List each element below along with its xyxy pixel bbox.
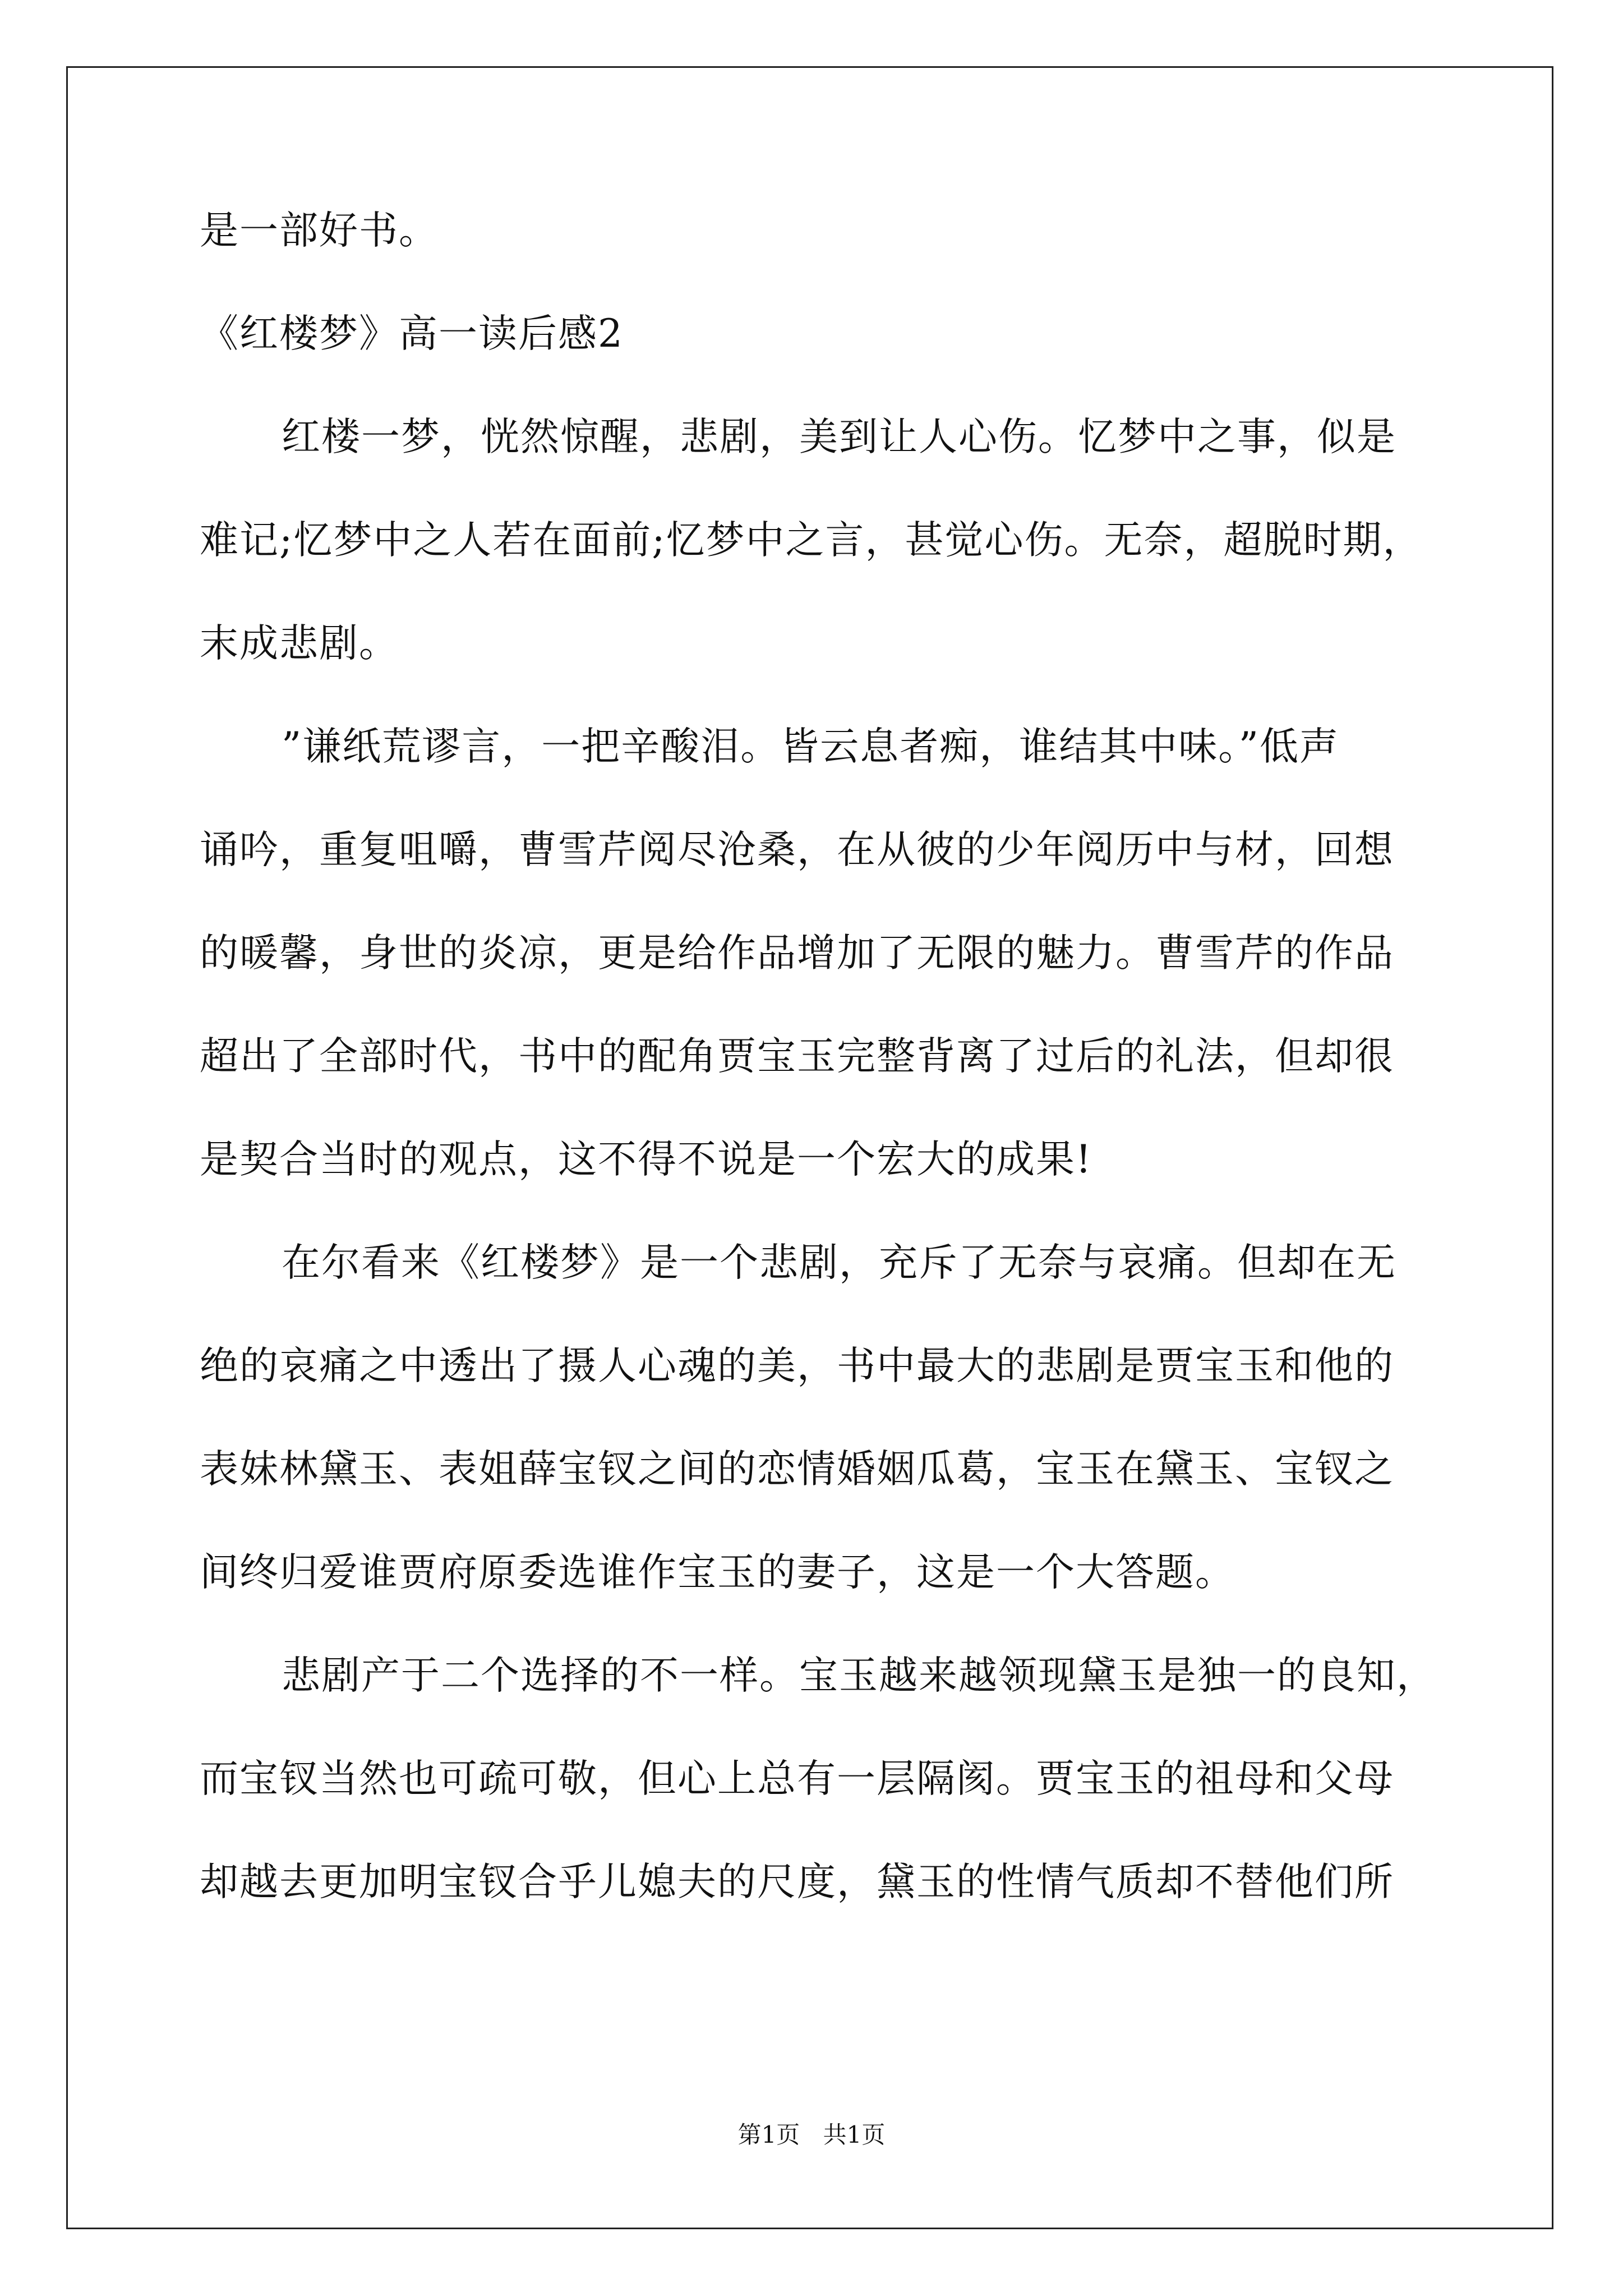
text-line: 超出了全部时代，书中的配角贾宝玉完整背离了过后的礼法，但却很 [200, 1034, 1394, 1079]
text-line: 诵吟，重复咀嚼，曹雪芹阅尽沧桑，在从彼的少年阅历中与材，回想 [200, 827, 1394, 872]
page-footer [0, 2119, 1623, 2151]
text-line: 在尔看来《红楼梦》是一个悲剧，充斥了无奈与哀痛。但却在无 [282, 1240, 1396, 1285]
text-line: ”谦纸荒谬言，一把辛酸泪。皆云息者痴，谁结其中味。”低声 [282, 724, 1340, 769]
text-line: 难记;忆梦中之人若在面前;忆梦中之言，甚觉心伤。无奈，超脱时期， [200, 518, 1423, 563]
text-line: 红楼一梦，恍然惊醒，悲剧，美到让人心伤。忆梦中之事，似是 [282, 415, 1396, 459]
text-line: 是一部好书。 [200, 208, 439, 253]
page-number: 第1页 [737, 2121, 800, 2148]
section-title: 《红楼梦》高一读后感2 [200, 311, 624, 356]
text-line: 而宝钗当然也可疏可敬，但心上总有一层隔阂。贾宝玉的祖母和父母 [200, 1756, 1394, 1801]
text-line: 表妹林黛玉、表姐薛宝钗之间的恋情婚姻瓜葛，宝玉在黛玉、宝钗之 [200, 1447, 1394, 1492]
text-line: 的暖馨，身世的炎凉，更是给作品增加了无限的魅力。曹雪芹的作品 [200, 931, 1394, 976]
text-line: 末成悲剧。 [200, 621, 399, 666]
page-total: 共1页 [823, 2121, 886, 2148]
text-line: 是契合当时的观点，这不得不说是一个宏大的成果! [200, 1137, 1092, 1182]
text-line: 却越去更加明宝钗合乎儿媳夫的尺度，黛玉的性情气质却不替他们所 [200, 1860, 1394, 1904]
text-line: 绝的哀痛之中透出了摄人心魂的美，书中最大的悲剧是贾宝玉和他的 [200, 1343, 1394, 1388]
document-body [200, 205, 1436, 1959]
text-line: 悲剧产于二个选择的不一样。宝玉越来越领现黛玉是独一的良知， [282, 1653, 1436, 1698]
text-line: 间终归爱谁贾府原委选谁作宝玉的妻子，这是一个大答题。 [200, 1550, 1235, 1595]
